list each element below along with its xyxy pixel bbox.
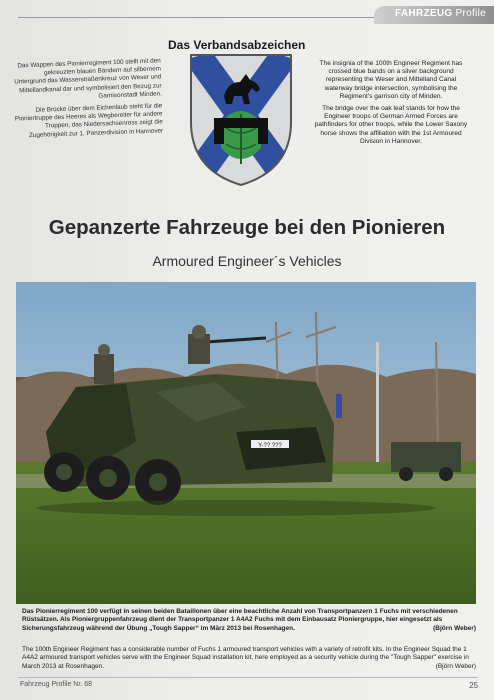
badge-section-title: Das Verbandsabzeichen <box>168 38 306 52</box>
badge-text-german-p2: Die Brücke über dem Eichenlaub steht für die Pioniertruppe des Heeres als Wegbereiter für andere Truppen, das Niedersachsenross zeigt die Zugehörigkeit zur 1. Panzerdivision in Hannover <box>14 102 164 139</box>
header-rule <box>18 17 378 18</box>
caption-german-credit: (Björn Weber) <box>433 624 476 632</box>
footer-rule <box>18 677 478 678</box>
caption-english-text: The 100th Engineer Regiment has a considerable number of Fuchs 1 armoured transport vehicles with a variety of retrofit kits. In the Engineer Squad the 1 A4A2 armoured transport vehicles serve with the Engineer Squad installation kit, here employed as a security vehicle during the "Tough Sapper" exercise in March 2013 at Rosenhagen. <box>22 646 469 670</box>
header-title-bold: FAHRZEUG <box>395 8 453 19</box>
badge-text-english-p1: The insignia of the 100th Engineer Regiment has crossed blue bands on a silver background representing the Weser and Mittelland Canal waterway bridge intersection, symbolising the Regiment's garrison city of Minden. <box>319 60 463 100</box>
license-plate-text: Y-?? ??? <box>258 443 282 449</box>
header-title-thin: Profile <box>455 8 486 19</box>
badge-text-english-p2: The bridge over the oak leaf stands for how the Engineer troops of German Armed Forces are pathfinders for other troops, while the Lower Saxony horse shows the affiliation with the 1st Armoured Division in Hannover. <box>314 105 468 145</box>
article-title-english: Armoured Engineer´s Vehicles <box>152 253 342 269</box>
photo-caption-german <box>22 608 476 633</box>
badge-text-german <box>13 57 164 144</box>
badge-text-german-p1: Das Wappen des Pionierregiment 100 stellt mit den gekreuzten blauen Bändern auf silbernem Untergrund das Wasserstraßenkreuz von Weser und Mittellandkanal dar und symbolisiert den Bezug zur Garnisonstadt Minden. <box>14 57 162 100</box>
page-number: 25 <box>469 681 478 690</box>
photo-caption-english <box>22 646 476 671</box>
armoured-vehicle-photo <box>16 282 476 604</box>
caption-german-text: Das Pionierregiment 100 verfügt in seinen beiden Bataillonen über eine beachtliche Anzahl von Transportpanzern 1 Fuchs mit verschiedenen Rüstsätzen. Als Pioniergruppenfahrzeug dient der Transportpanzer 1 A4A2 Fuchs mit dem Einbausatz Pioniergruppe, hier eingesetzt als Sicherungsfahrzeug während der Übung „Tough Sapper“ im März 2013 bei Rosenhagen. <box>22 608 458 632</box>
badge-text-english <box>312 60 470 150</box>
footer-publication: Fahrzeug Profile Nr. 68 <box>20 681 92 688</box>
article-title-german: Gepanzerte Fahrzeuge bei den Pionieren <box>48 216 446 239</box>
regiment-crest-image <box>188 52 294 188</box>
caption-english-credit: (Björn Weber) <box>435 662 476 670</box>
header-title <box>395 8 486 19</box>
